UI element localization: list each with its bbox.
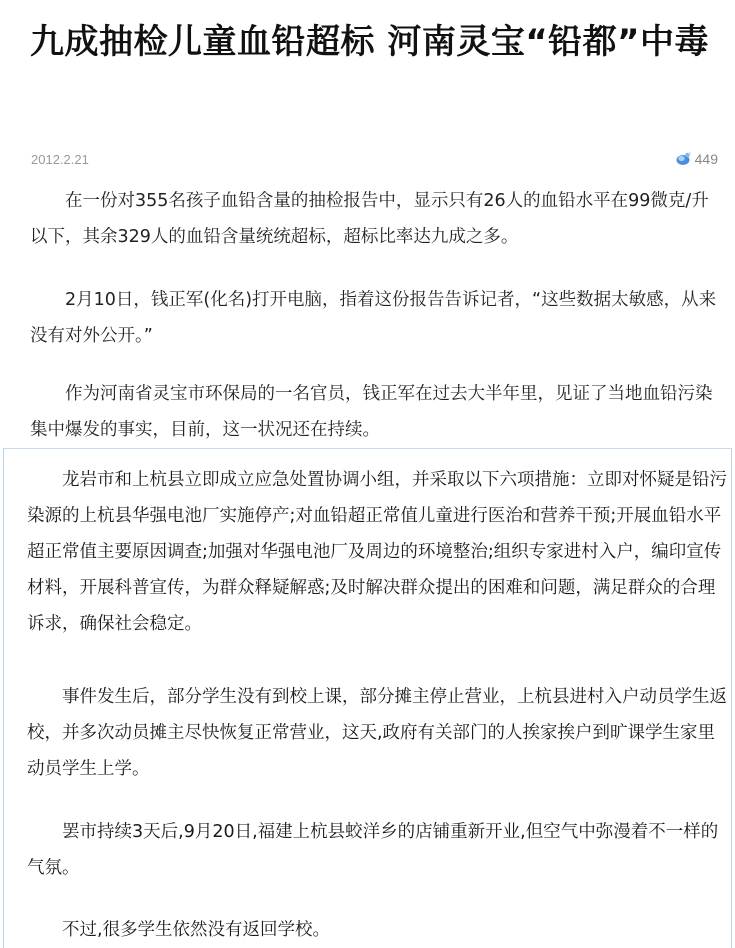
panel-paragraph: 龙岩市和上杭县立即成立应急处置协调小组，并采取以下六项措施：立即对怀疑是铅污染源的上杭县华强电池厂实施停产;对血铅超正常值儿童进行医治和营养干预;开展血铅水平超正常值主要原因调查;加强对华强电池厂及周边的环境整治;组织专家进村入户，编印宣传材料，开展科普宣传，为群众释疑解惑;及时解决群众提出的困难和问题，满足群众的合理诉求，确保社会稳定。 bbox=[27, 470, 727, 634]
eye-icon bbox=[675, 152, 692, 166]
panel-paragraph: 罢市持续3天后,9月20日,福建上杭县蛟洋乡的店铺重新开业,但空气中弥漫着不一样的气氛。 bbox=[27, 822, 719, 878]
article-title: 九成抽检儿童血铅超标 河南灵宝“铅都”中毒 bbox=[30, 22, 710, 62]
view-count bbox=[675, 151, 718, 167]
view-count-value: 449 bbox=[694, 151, 718, 167]
article-section bbox=[0, 0, 735, 448]
publish-date: 2012.2.21 bbox=[31, 152, 89, 167]
quoted-panel bbox=[3, 448, 732, 948]
article-paragraph: 2月10日，钱正军(化名)打开电脑，指着这份报告告诉记者，“这些数据太敏感，从来没有对外公开。” bbox=[30, 290, 717, 346]
panel-paragraph: 事件发生后，部分学生没有到校上课，部分摊主停止营业，上杭县进村入户动员学生返校，并多次动员摊主尽快恢复正常营业，这天,政府有关部门的人挨家挨户到旷课学生家里动员学生上学。 bbox=[27, 687, 727, 779]
article-paragraph: 在一份对355名孩子血铅含量的抽检报告中，显示只有26人的血铅水平在99微克/升以下，其余329人的血铅含量统统超标，超标比率达九成之多。 bbox=[30, 191, 709, 247]
article-paragraph: 作为河南省灵宝市环保局的一名官员，钱正军在过去大半年里，见证了当地血铅污染集中爆发的事实，目前，这一状况还在持续。 bbox=[30, 384, 713, 440]
panel-paragraph: 不过,很多学生依然没有返回学校。 bbox=[62, 920, 331, 940]
